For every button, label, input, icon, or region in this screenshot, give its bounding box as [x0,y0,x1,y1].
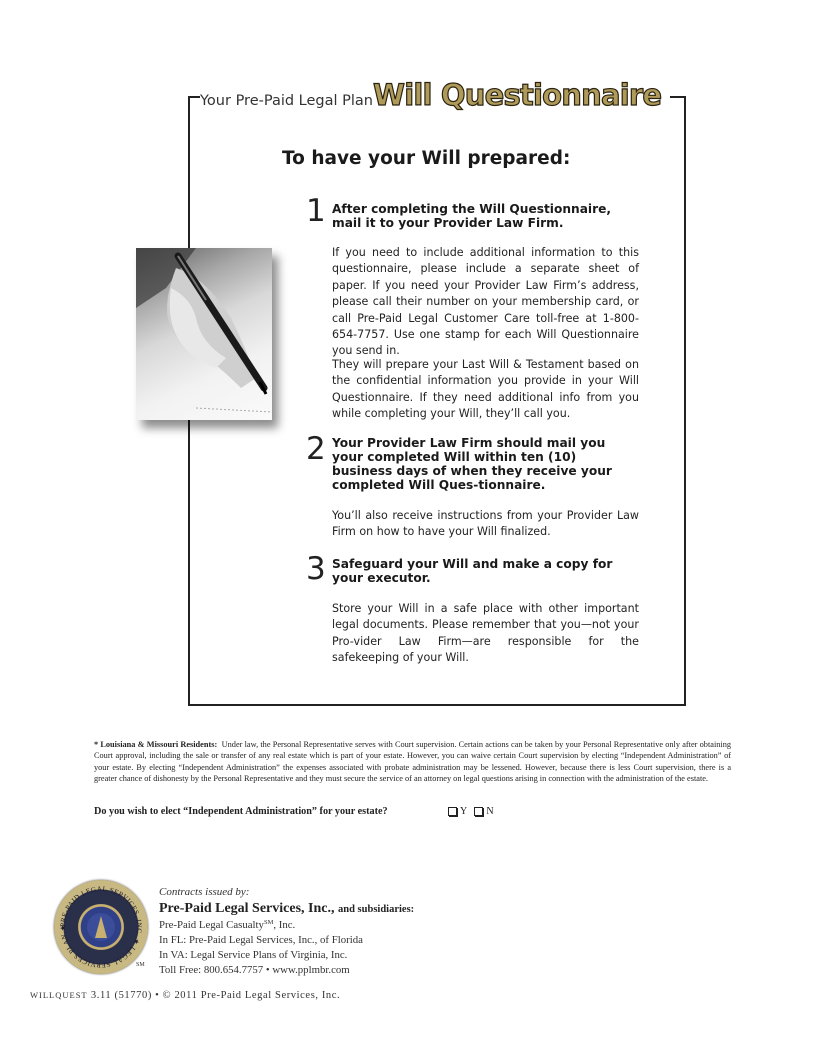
form-version: 3.11 (51770) • © 2011 Pre-Paid Legal Services, Inc. [90,990,341,1001]
form-id-line [30,990,340,1001]
casualty-line [159,919,295,931]
step-2-paragraph-1: You’ll also receive instructions from your Provider Law Firm on how to have your Will finalized. [332,509,639,539]
hand-pen-image [136,248,272,420]
residents-footnote [94,739,731,785]
step-1-heading: After completing the Will Questionnaire, mail it to your Provider Law Firm. [332,202,612,230]
casualty-suffix: , Inc. [273,919,296,931]
main-heading: To have your Will prepared: [282,148,571,169]
contracts-issued-by: Contracts issued by: [159,886,250,898]
step-1-paragraph-1: If you need to include additional information to this questionnaire, please include a separate sheet of paper. If you need your Provider Law Firm’s address, please call their number on your membership card, or call Pre-Paid Legal Customer Care toll-free at 1-800-654-7757. Use one stamp for each Will Questionnaire you send in. [332,246,639,358]
virginia-line: In VA: Legal Service Plans of Virginia, Inc. [159,949,348,961]
company-name [159,901,414,917]
hand-writing-photo [136,248,272,420]
casualty-text: Pre-Paid Legal Casualty [159,919,264,931]
tollfree-line: Toll Free: 800.654.7757 • www.pplmbr.com [159,964,350,976]
step-3-number: 3 [306,551,326,587]
seal-ring-text: PRE-PAID LEGAL SERVICES, INC. ★ LEGAL SERVICES PLAN ★ [58,884,144,970]
step-2-number: 2 [306,431,326,467]
step-1-number: 1 [306,193,326,229]
no-label: N [486,806,494,817]
casualty-mark: SM [263,919,274,926]
document-title: Will Questionnaire [373,78,662,112]
yes-label: Y [460,806,467,817]
seal-service-mark: SM [136,962,145,968]
footnote-text: Under law, the Personal Representative serves with Court supervision. Certain actions can be taken by your Personal Representative only after obtaining Court approval, including the sale or transfer of any real estate which is part of your estate. However, you can waive certain Court supervision by electing “Independent Administration” of your estate. By electing “Independent Administration” the expenses associated with probate administration may be lessened. However, because there is less Court supervision, there is a greater chance of dishonesty by the Personal Representative and they must secure the service of an attorney on legal questions arising in connection with the administration of the estate. [94,740,731,784]
no-checkbox[interactable] [474,807,483,816]
step-3-paragraph-1: Store your Will in a safe place with other important legal documents. Please remember that you—not your Pro-vider Law Firm—are responsible for the safekeeping of your Will. [332,602,639,665]
plan-label: Your Pre-Paid Legal Plan [200,93,373,109]
company-suffix: and subsidiaries: [338,904,415,915]
company-name-text: Pre-Paid Legal Services, Inc., [159,901,335,916]
seal-icon [54,880,148,974]
step-1-paragraph-2: They will prepare your Last Will & Testament based on the confidential information you provide in your Will Questionnaire. If they need additional info from you while completing your Will, they’ll call you. [332,358,639,421]
florida-line: In FL: Pre-Paid Legal Services, Inc., of Florida [159,934,363,946]
form-code: WILLQUEST [30,990,88,1000]
independent-admin-question: Do you wish to elect “Independent Administration” for your estate? [94,806,388,817]
step-2-heading: Your Provider Law Firm should mail you your completed Will within ten (10) business days of when they receive your completed Will Ques-tionnaire. [332,436,612,492]
step-3-heading: Safeguard your Will and make a copy for your executor. [332,557,613,585]
yes-no-options [448,806,494,817]
yes-checkbox[interactable] [448,807,457,816]
footnote-lead: * Louisiana & Missouri Residents: [94,740,218,749]
company-seal-logo [54,880,148,974]
